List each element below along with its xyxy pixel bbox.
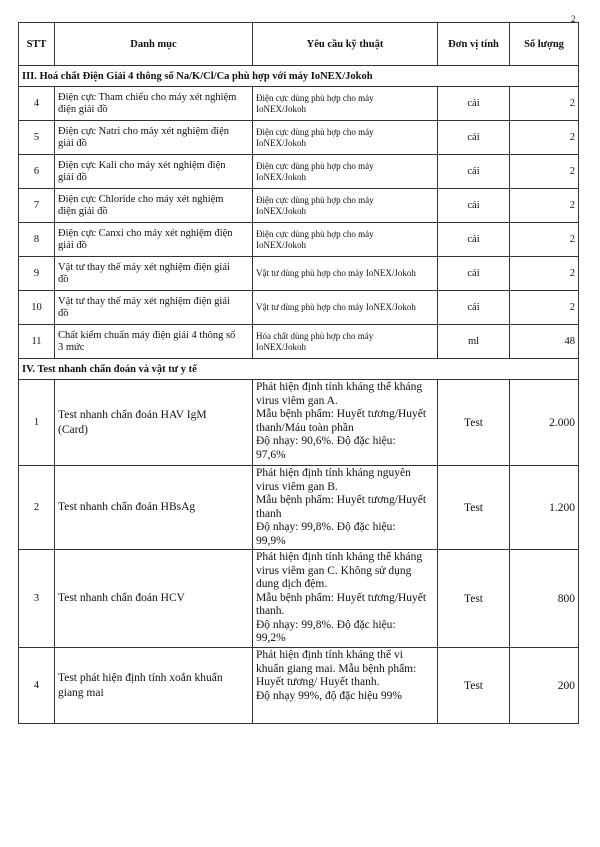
row-stt-text: 6 bbox=[33, 166, 40, 177]
row-spec bbox=[253, 189, 438, 223]
table-row bbox=[19, 380, 579, 466]
row-unit-text: cái bbox=[467, 234, 480, 245]
row-stt bbox=[19, 223, 55, 257]
row-stt-text: 8 bbox=[33, 234, 40, 245]
section-4-title: IV. Test nhanh chẩn đoán và vật tư y tế bbox=[19, 359, 579, 380]
row-stt bbox=[19, 257, 55, 291]
table-row bbox=[19, 325, 579, 359]
header-spec: Yêu cầu kỹ thuật bbox=[253, 23, 438, 66]
row-stt bbox=[19, 87, 55, 121]
table-row bbox=[19, 291, 579, 325]
row-quantity-text: 2 bbox=[569, 234, 575, 245]
row-unit-text: cái bbox=[467, 200, 480, 211]
row-quantity bbox=[510, 87, 579, 121]
row-unit-text: Test bbox=[464, 501, 483, 514]
row-spec bbox=[253, 291, 438, 325]
row-stt-text: 3 bbox=[33, 593, 40, 604]
row-spec bbox=[253, 155, 438, 189]
row-quantity-text: 800 bbox=[557, 592, 575, 605]
row-spec bbox=[253, 223, 438, 257]
row-stt-text: 5 bbox=[33, 132, 40, 143]
row-quantity-text: 2 bbox=[569, 200, 575, 211]
row-quantity-text: 48 bbox=[564, 336, 575, 347]
row-stt-text: 1 bbox=[33, 417, 40, 428]
row-spec-text: Điện cực dùng phù hợp cho máy IoNEX/Jokoh bbox=[256, 92, 374, 114]
row-category bbox=[55, 223, 253, 257]
row-unit-text: cái bbox=[467, 166, 480, 177]
row-category-text: Điện cực Natri cho máy xét nghiệm điện giải đồ bbox=[58, 125, 230, 149]
row-category-text: Điện cực Canxi cho máy xét nghiệm điện giải đồ bbox=[58, 227, 233, 251]
row-stt bbox=[19, 466, 55, 550]
table-row bbox=[19, 257, 579, 291]
row-quantity-text: 200 bbox=[557, 679, 575, 692]
row-category-text: Vật tư thay thế máy xét nghiệm điện giải đồ bbox=[58, 295, 230, 319]
row-category bbox=[55, 87, 253, 121]
row-category bbox=[55, 466, 253, 550]
supply-table bbox=[18, 22, 579, 724]
row-stt-text: 10 bbox=[31, 302, 42, 313]
table-row bbox=[19, 648, 579, 724]
row-unit bbox=[438, 257, 510, 291]
row-stt-text: 9 bbox=[33, 268, 40, 279]
row-category-text: Chất kiểm chuẩn máy điện giải 4 thông số 3 mức bbox=[58, 329, 236, 353]
row-unit bbox=[438, 223, 510, 257]
row-stt bbox=[19, 155, 55, 189]
row-quantity-text: 2 bbox=[569, 268, 575, 279]
row-stt-text: 7 bbox=[33, 200, 40, 211]
row-stt bbox=[19, 121, 55, 155]
row-stt bbox=[19, 550, 55, 648]
row-spec bbox=[253, 466, 438, 550]
table-row bbox=[19, 87, 579, 121]
row-spec-text: Hóa chất dùng phù hợp cho máy IoNEX/Jokoh bbox=[256, 330, 374, 352]
row-quantity-text: 2 bbox=[569, 132, 575, 143]
row-category-text: Vật tư thay thế máy xét nghiệm điện giải đồ bbox=[58, 261, 230, 285]
row-quantity-text: 2 bbox=[569, 98, 575, 109]
row-stt bbox=[19, 189, 55, 223]
row-spec bbox=[253, 325, 438, 359]
row-spec-text: Vật tư dùng phù hợp cho máy IoNEX/Jokoh bbox=[256, 302, 416, 312]
row-category bbox=[55, 648, 253, 724]
row-spec-text: Phát hiện định tính kháng nguyên virus viêm gan B. Mẫu bệnh phẩm: Huyết tương/Huyết thanh Độ nhạy: 99,8%. Độ đặc hiệu: 99,9% bbox=[256, 467, 427, 547]
header-category: Danh mục bbox=[55, 23, 253, 66]
row-quantity bbox=[510, 325, 579, 359]
row-spec bbox=[253, 87, 438, 121]
header-quantity: Số lượng bbox=[510, 23, 579, 66]
row-stt-text: 2 bbox=[33, 502, 40, 513]
row-unit bbox=[438, 648, 510, 724]
row-spec-text: Điện cực dùng phù hợp cho máy IoNEX/Jokoh bbox=[256, 160, 374, 182]
row-spec-text: Điện cực dùng phù hợp cho máy IoNEX/Jokoh bbox=[256, 194, 374, 216]
header-row bbox=[19, 23, 579, 66]
row-category-text: Điện cực Kali cho máy xét nghiệm điện giải đồ bbox=[58, 159, 226, 183]
table-row bbox=[19, 189, 579, 223]
table-row bbox=[19, 155, 579, 189]
header-stt: STT bbox=[19, 23, 55, 66]
row-category-text: Điện cực Tham chiếu cho máy xét nghiệm điện giải đồ bbox=[58, 91, 237, 115]
row-unit bbox=[438, 189, 510, 223]
row-unit-text: Test bbox=[464, 592, 483, 605]
row-unit-text: cái bbox=[467, 268, 480, 279]
row-category bbox=[55, 550, 253, 648]
header-unit: Đơn vị tính bbox=[438, 23, 510, 66]
row-unit bbox=[438, 155, 510, 189]
row-spec-text: Điện cực dùng phù hợp cho máy IoNEX/Jokoh bbox=[256, 228, 374, 250]
row-stt-text: 4 bbox=[33, 98, 40, 109]
row-quantity bbox=[510, 291, 579, 325]
row-unit bbox=[438, 325, 510, 359]
row-category bbox=[55, 121, 253, 155]
section-3-header bbox=[19, 66, 579, 87]
row-category bbox=[55, 325, 253, 359]
row-quantity-text: 2 bbox=[569, 166, 575, 177]
row-category-text: Test nhanh chẩn đoán HAV IgM (Card) bbox=[58, 408, 207, 436]
row-stt bbox=[19, 648, 55, 724]
row-unit-text: Test bbox=[464, 416, 483, 429]
table-row bbox=[19, 121, 579, 155]
row-quantity bbox=[510, 189, 579, 223]
row-spec bbox=[253, 648, 438, 724]
row-category bbox=[55, 257, 253, 291]
row-category-text: Test nhanh chẩn đoán HBsAg bbox=[58, 501, 196, 513]
page-mark: 2 bbox=[571, 14, 576, 24]
row-stt bbox=[19, 325, 55, 359]
row-unit bbox=[438, 380, 510, 466]
row-quantity bbox=[510, 380, 579, 466]
row-quantity bbox=[510, 223, 579, 257]
row-unit bbox=[438, 550, 510, 648]
row-spec bbox=[253, 550, 438, 648]
row-category-text: Test nhanh chẩn đoán HCV bbox=[58, 592, 185, 604]
row-unit-text: cái bbox=[467, 98, 480, 109]
row-unit bbox=[438, 87, 510, 121]
row-category-text: Test phát hiện định tính xoắn khuẩn giang mai bbox=[58, 671, 223, 699]
row-category bbox=[55, 155, 253, 189]
row-category bbox=[55, 189, 253, 223]
row-quantity bbox=[510, 648, 579, 724]
row-stt-text: 11 bbox=[31, 336, 42, 347]
row-quantity-text: 2.000 bbox=[549, 416, 575, 429]
row-quantity bbox=[510, 121, 579, 155]
row-unit-text: cái bbox=[467, 132, 480, 143]
row-spec bbox=[253, 380, 438, 466]
row-category bbox=[55, 291, 253, 325]
row-quantity-text: 1.200 bbox=[549, 501, 575, 514]
row-category bbox=[55, 380, 253, 466]
row-spec-text: Điện cực dùng phù hợp cho máy IoNEX/Jokoh bbox=[256, 126, 374, 148]
table-row bbox=[19, 223, 579, 257]
row-quantity-text: 2 bbox=[569, 302, 575, 313]
row-unit bbox=[438, 291, 510, 325]
row-stt bbox=[19, 380, 55, 466]
section-4-header bbox=[19, 359, 579, 380]
row-spec-text: Phát hiện định tính kháng thể kháng virus viêm gan A. Mẫu bệnh phẩm: Huyết tương/Huyết thanh/Máu toàn phần Độ nhạy: 90,6%. Độ đặc hiệu: 97,6% bbox=[256, 381, 427, 461]
row-unit bbox=[438, 121, 510, 155]
table-row bbox=[19, 466, 579, 550]
table-row bbox=[19, 550, 579, 648]
row-stt-text: 4 bbox=[33, 680, 40, 691]
row-quantity bbox=[510, 466, 579, 550]
row-category-text: Điện cực Chloride cho máy xét nghiệm điện giải đồ bbox=[58, 193, 224, 217]
row-quantity bbox=[510, 155, 579, 189]
row-unit-text: cái bbox=[467, 302, 480, 313]
section-3-title: III. Hoá chất Điện Giải 4 thông số Na/K/Cl/Ca phù hợp với máy IoNEX/Jokoh bbox=[19, 66, 579, 87]
row-unit-text: ml bbox=[467, 336, 480, 347]
row-unit-text: Test bbox=[464, 679, 483, 692]
row-spec bbox=[253, 121, 438, 155]
row-spec-text: Phát hiện định tính kháng thể vi khuẩn giang mai. Mẫu bệnh phẩm: Huyết tương/ Huyết thanh. Độ nhạy 99%, độ đặc hiệu 99% bbox=[256, 649, 417, 702]
row-spec-text: Phát hiện định tính kháng thể kháng virus viêm gan C. Không sử dụng dung dịch đệm. Mẫu bệnh phẩm: Huyết tương/Huyết thanh. Độ nhạy: 99,8%. Độ đặc hiệu: 99,2% bbox=[256, 551, 427, 644]
row-quantity bbox=[510, 550, 579, 648]
row-spec-text: Vật tư dùng phù hợp cho máy IoNEX/Jokoh bbox=[256, 268, 416, 278]
row-stt bbox=[19, 291, 55, 325]
row-quantity bbox=[510, 257, 579, 291]
row-unit bbox=[438, 466, 510, 550]
row-spec bbox=[253, 257, 438, 291]
